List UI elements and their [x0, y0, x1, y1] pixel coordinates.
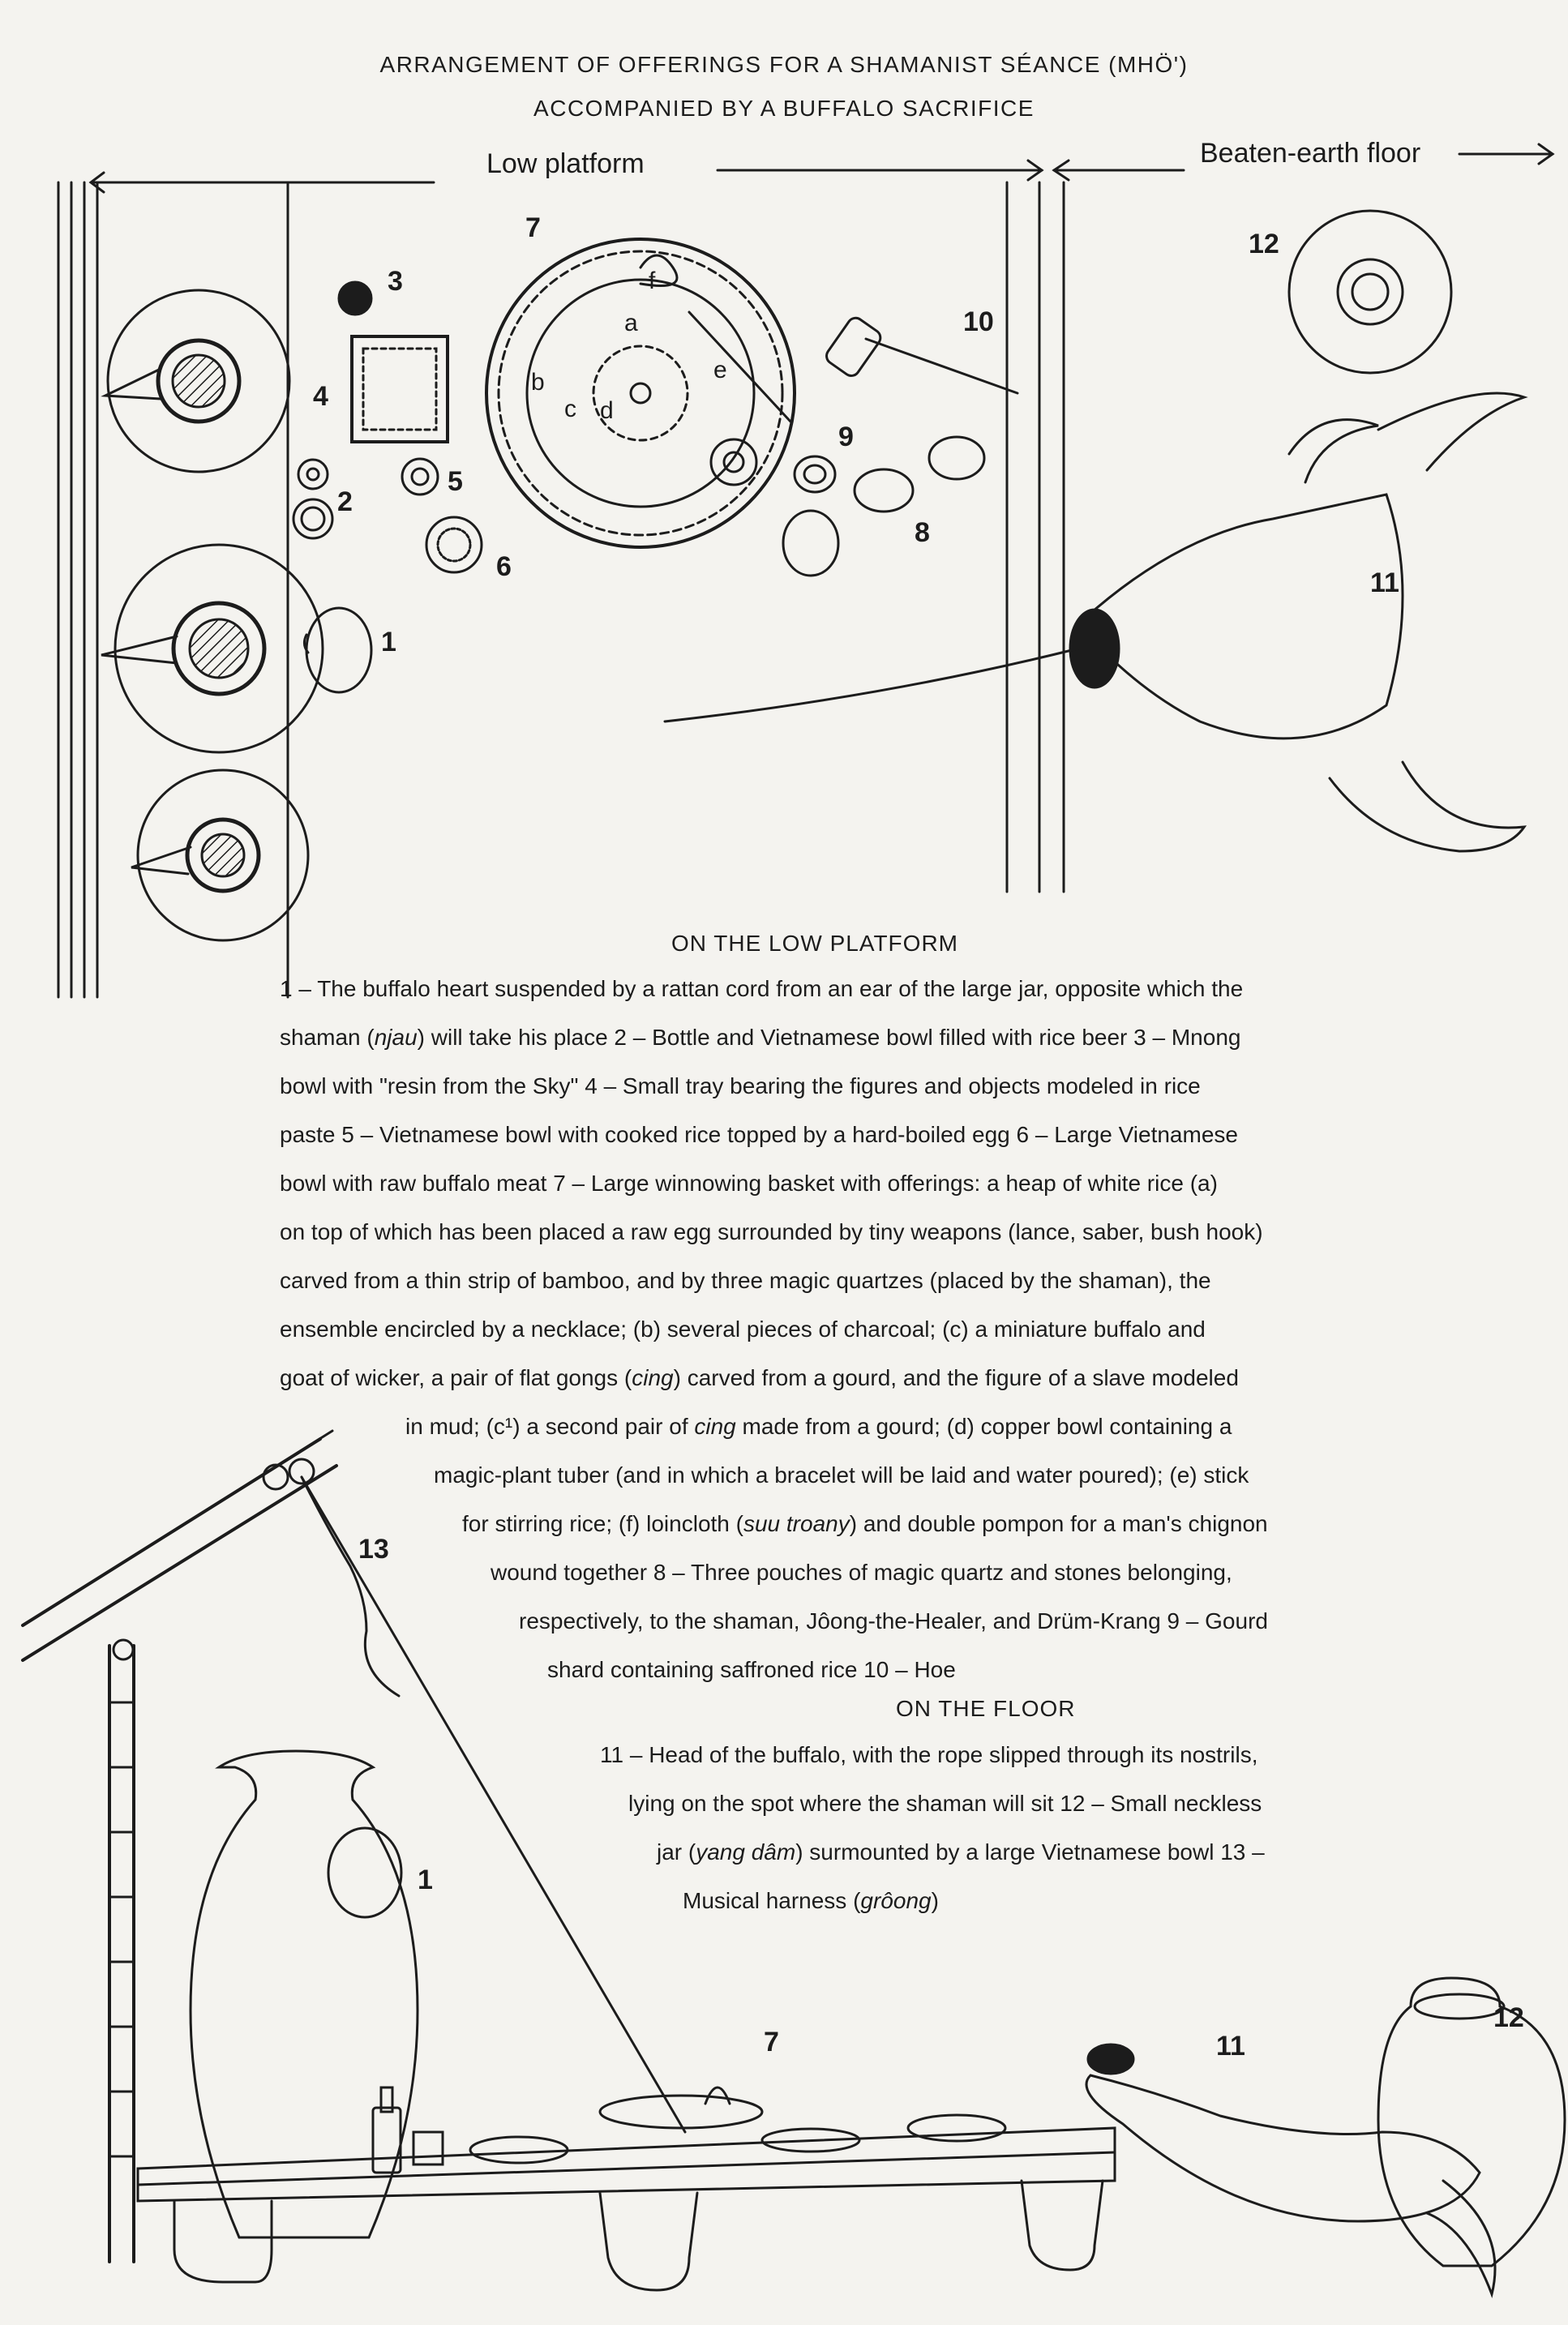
legend-line: 11 – Head of the buffalo, with the rope slipped through its nostrils,	[600, 1742, 1258, 1767]
legend-text-platform-cont-3	[462, 1500, 1386, 1548]
roof-elevation	[23, 1431, 336, 1660]
legend-heading-floor: ON THE FLOOR	[896, 1696, 1076, 1721]
number-4: 4	[313, 381, 328, 412]
basket-letter-a: a	[624, 310, 638, 336]
bowl-cooked-rice-egg	[402, 459, 438, 495]
legend-heading-platform: ON THE LOW PLATFORM	[671, 931, 958, 956]
number-3: 3	[388, 266, 403, 297]
buffalo-head-plan	[1070, 393, 1524, 851]
legend-line: shard containing saffroned rice 10 – Hoe	[547, 1657, 956, 1682]
legend-line: carved from a thin strip of bamboo, and by three magic quartzes (placed by the shaman), the	[280, 1268, 1211, 1293]
legend-text-platform-cont-5	[519, 1597, 1394, 1646]
legend-text-platform-cont-6	[547, 1646, 1358, 1694]
number-1-elevation: 1	[418, 1865, 433, 1895]
legend-line: respectively, to the shaman, Jôong-the-Healer, and Drüm-Krang 9 – Gourd	[519, 1608, 1268, 1633]
buffalo-heart-plan	[304, 608, 371, 692]
number-10: 10	[963, 306, 994, 337]
number-7-plan: 7	[525, 212, 541, 243]
number-11-elevation: 11	[1216, 2031, 1245, 2062]
neckless-jar-plan	[1289, 211, 1451, 373]
legend-text-floor-4	[683, 1877, 1412, 1925]
legend-line: 1 – The buffalo heart suspended by a rattan cord from an ear of the large jar, opposite which the	[280, 976, 1244, 1001]
legend-text-floor	[600, 1731, 1411, 1779]
legend-text-floor-2	[628, 1779, 1423, 1828]
number-2: 2	[337, 486, 353, 517]
bowl-raw-buffalo-meat	[426, 517, 482, 572]
legend-line: in mud; (c¹) a second pair of cing made from a gourd; (d) copper bowl containing a	[405, 1414, 1232, 1439]
legend-text-platform-cont-2	[434, 1451, 1382, 1500]
platform-planks	[58, 182, 1064, 997]
number-11-plan: 11	[1370, 567, 1399, 598]
legend-line: for stirring rice; (f) loincloth (suu troany) and double pompon for a man's chignon	[462, 1511, 1268, 1536]
number-13: 13	[358, 1534, 389, 1565]
basket-letter-c: c	[564, 396, 576, 422]
diagram-title-line-2: ACCOMPANIED BY A BUFFALO SACRIFICE	[533, 96, 1035, 121]
gourd-shard-rice	[795, 456, 835, 492]
number-8: 8	[915, 517, 930, 548]
legend-line: shaman (njau) will take his place 2 – Bottle and Vietnamese bowl filled with rice beer 3 – Mnong	[280, 1025, 1241, 1050]
floor-extent-arrow	[1054, 144, 1553, 180]
legend-line: paste 5 – Vietnamese bowl with cooked rice topped by a hard-boiled egg 6 – Large Vietnamese	[280, 1122, 1238, 1147]
number-7-elevation: 7	[764, 2027, 779, 2057]
legend-text-platform	[280, 965, 1366, 1402]
legend-line: on top of which has been placed a raw egg surrounded by tiny weapons (lance, saber, bush hook)	[280, 1219, 1263, 1244]
legend-line: wound together 8 – Three pouches of magic quartz and stones belonging,	[491, 1560, 1232, 1585]
jar-plan-top	[105, 290, 289, 472]
platform-elevation	[138, 2087, 1115, 2290]
jar-plan-bottom	[131, 770, 308, 940]
number-6: 6	[496, 551, 512, 582]
basket-letter-e: e	[713, 357, 727, 383]
magic-pouches	[783, 437, 984, 576]
legend-line: Musical harness (grôong)	[683, 1888, 939, 1913]
label-beaten-earth-floor: Beaten-earth floor	[1200, 138, 1421, 169]
rice-paste-tray	[352, 336, 448, 442]
legend-line: ensemble encircled by a necklace; (b) several pieces of charcoal; (c) a miniature buffalo and	[280, 1317, 1206, 1342]
number-1-plan: 1	[381, 627, 396, 657]
number-5: 5	[448, 466, 463, 497]
legend-text-floor-3	[657, 1828, 1435, 1877]
basket-letter-b: b	[531, 369, 545, 396]
label-low-platform: Low platform	[486, 148, 645, 179]
basket-letter-f: f	[649, 268, 656, 294]
legend-text-platform-cont-1	[405, 1402, 1378, 1451]
legend-text-platform-cont-4	[491, 1548, 1390, 1597]
legend-line: magic-plant tuber (and in which a bracelet will be laid and water poured); (e) stick	[434, 1462, 1249, 1488]
legend-line: bowl with "resin from the Sky" 4 – Small tray bearing the figures and objects modeled in rice	[280, 1073, 1201, 1098]
diagram-title-line-1: ARRANGEMENT OF OFFERINGS FOR A SHAMANIST SÉANCE (MHÖ')	[379, 52, 1189, 77]
platform-extent-arrow	[91, 161, 1042, 192]
legend-line: goat of wicker, a pair of flat gongs (cing) carved from a gourd, and the figure of a slave modeled	[280, 1365, 1239, 1390]
nose-rope-plan	[665, 649, 1078, 721]
number-12-elevation: 12	[1493, 2002, 1524, 2033]
mnong-bowl-resin	[339, 282, 371, 315]
number-12-plan: 12	[1249, 229, 1279, 259]
legend-line: jar (yang dâm) surmounted by a large Vietnamese bowl 13 –	[657, 1839, 1265, 1865]
number-9: 9	[838, 422, 854, 452]
legend-line: lying on the spot where the shaman will sit 12 – Small neckless	[628, 1791, 1262, 1816]
legend-line: bowl with raw buffalo meat 7 – Large winnowing basket with offerings: a heap of white rice (a)	[280, 1171, 1218, 1196]
bottle-and-bowl-plan	[293, 460, 332, 538]
house-post	[109, 1646, 134, 2262]
neckless-jar-elevation	[1378, 1978, 1565, 2266]
basket-letter-d: d	[600, 397, 614, 424]
jar-plan-middle	[101, 545, 323, 752]
